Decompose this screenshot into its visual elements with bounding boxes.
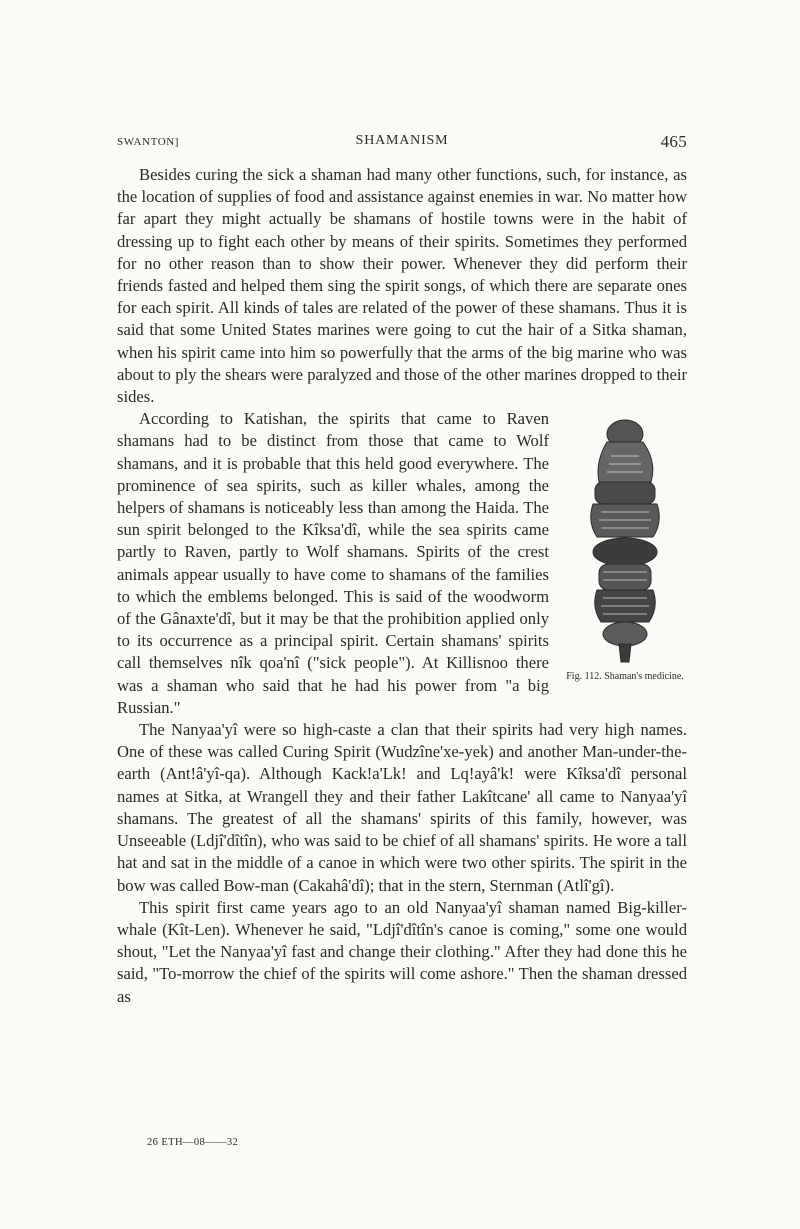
figure-caption: Fig. 112. Shaman's medicine. (566, 671, 684, 683)
figure-112 (563, 412, 687, 682)
paragraph-4: This spirit first came years ago to an old Nanyaa'yî shaman named Big-killer-whale (Kît-Len). Whenever he said, "Ldjî'dîtîn's canoe is coming," some one would shout, "Let the Nanyaa'yî fast and change their clothing." After they had done this he said, "To-morrow the chief of the spirits will come ashore." Then the shaman dressed as (117, 897, 687, 1006)
shaman-medicine-illustration-icon (585, 412, 665, 667)
running-header (117, 132, 687, 154)
paragraph-3: The Nanyaa'yî were so high-caste a clan that their spirits had very high names. One of these was called Curing Spirit (Wudzîne'xe-yek) and another Man-under-the-earth (Ant!â'yî-qa). Although Kack!a'Lk! and Lq!ayâ'k! were Kîksa'dî personal names at Sitka, at Wrangell they and their father Lakîtcane' all came to Nanyaa'yî shamans. The greatest of all the shamans' spirits of this family, however, was Unseeable (Ldjî'dîtîn), who was said to be chief of all shamans' spirits. He wore a tall hat and sat in the middle of a canoe in which were two other spirits. The spirit in the bow was called Bow-man (Cakahâ'dî); that in the stern, Sternman (Atlî'gî). (117, 720, 687, 895)
signature-mark: 26 ETH—08——32 (147, 1137, 239, 1148)
header-section-title: SHAMANISM (355, 133, 449, 148)
header-author: SWANTON] (117, 136, 180, 148)
paragraph-2: According to Katishan, the spirits that came to Raven shamans had to be distinct from those that came to Wolf shamans, and it is probable that this held good everywhere. The prominence of sea spirits, such as killer whales, among the helpers of shamans is noticeably less than among the Haida. The sun spirit belonged to the Kîksa'dî, while the sea spirits came partly to Raven, partly to Wolf shamans. Spirits of the crest animals appear usually to have come to shamans of the families to which the emblems belonged. This is said of the woodworm of the Gânaxte'dî, but it may be that the prohibition applied only to its occurrence as a principal spirit. Certain shamans' spirits call themselves nîk qoa'nî ("sick people"). At Killisnoo there was a shaman who said that he had his power from "a big Russian." (117, 409, 549, 717)
page-body (117, 164, 687, 1008)
page-number: 465 (660, 132, 687, 151)
paragraph-1: Besides curing the sick a shaman had many other functions, such, for instance, as the location of supplies of food and assistance against enemies in war. No matter how far apart they might actually be shamans of hostile towns were in the habit of dressing up to fight each other by means of their spirits. Sometimes they performed for no other reason than to show their power. Whenever they did perform their friends fasted and helped them sing the spirit songs, of which there are separate ones for each spirit. All kinds of tales are related of the power of these shamans. Thus it is said that some United States marines were going to cut the hair of a Sitka shaman, when his spirit came into him so powerfully that the arms of the big marine who was about to ply the shears were paralyzed and those of the other marines dropped to their sides. (117, 165, 687, 407)
